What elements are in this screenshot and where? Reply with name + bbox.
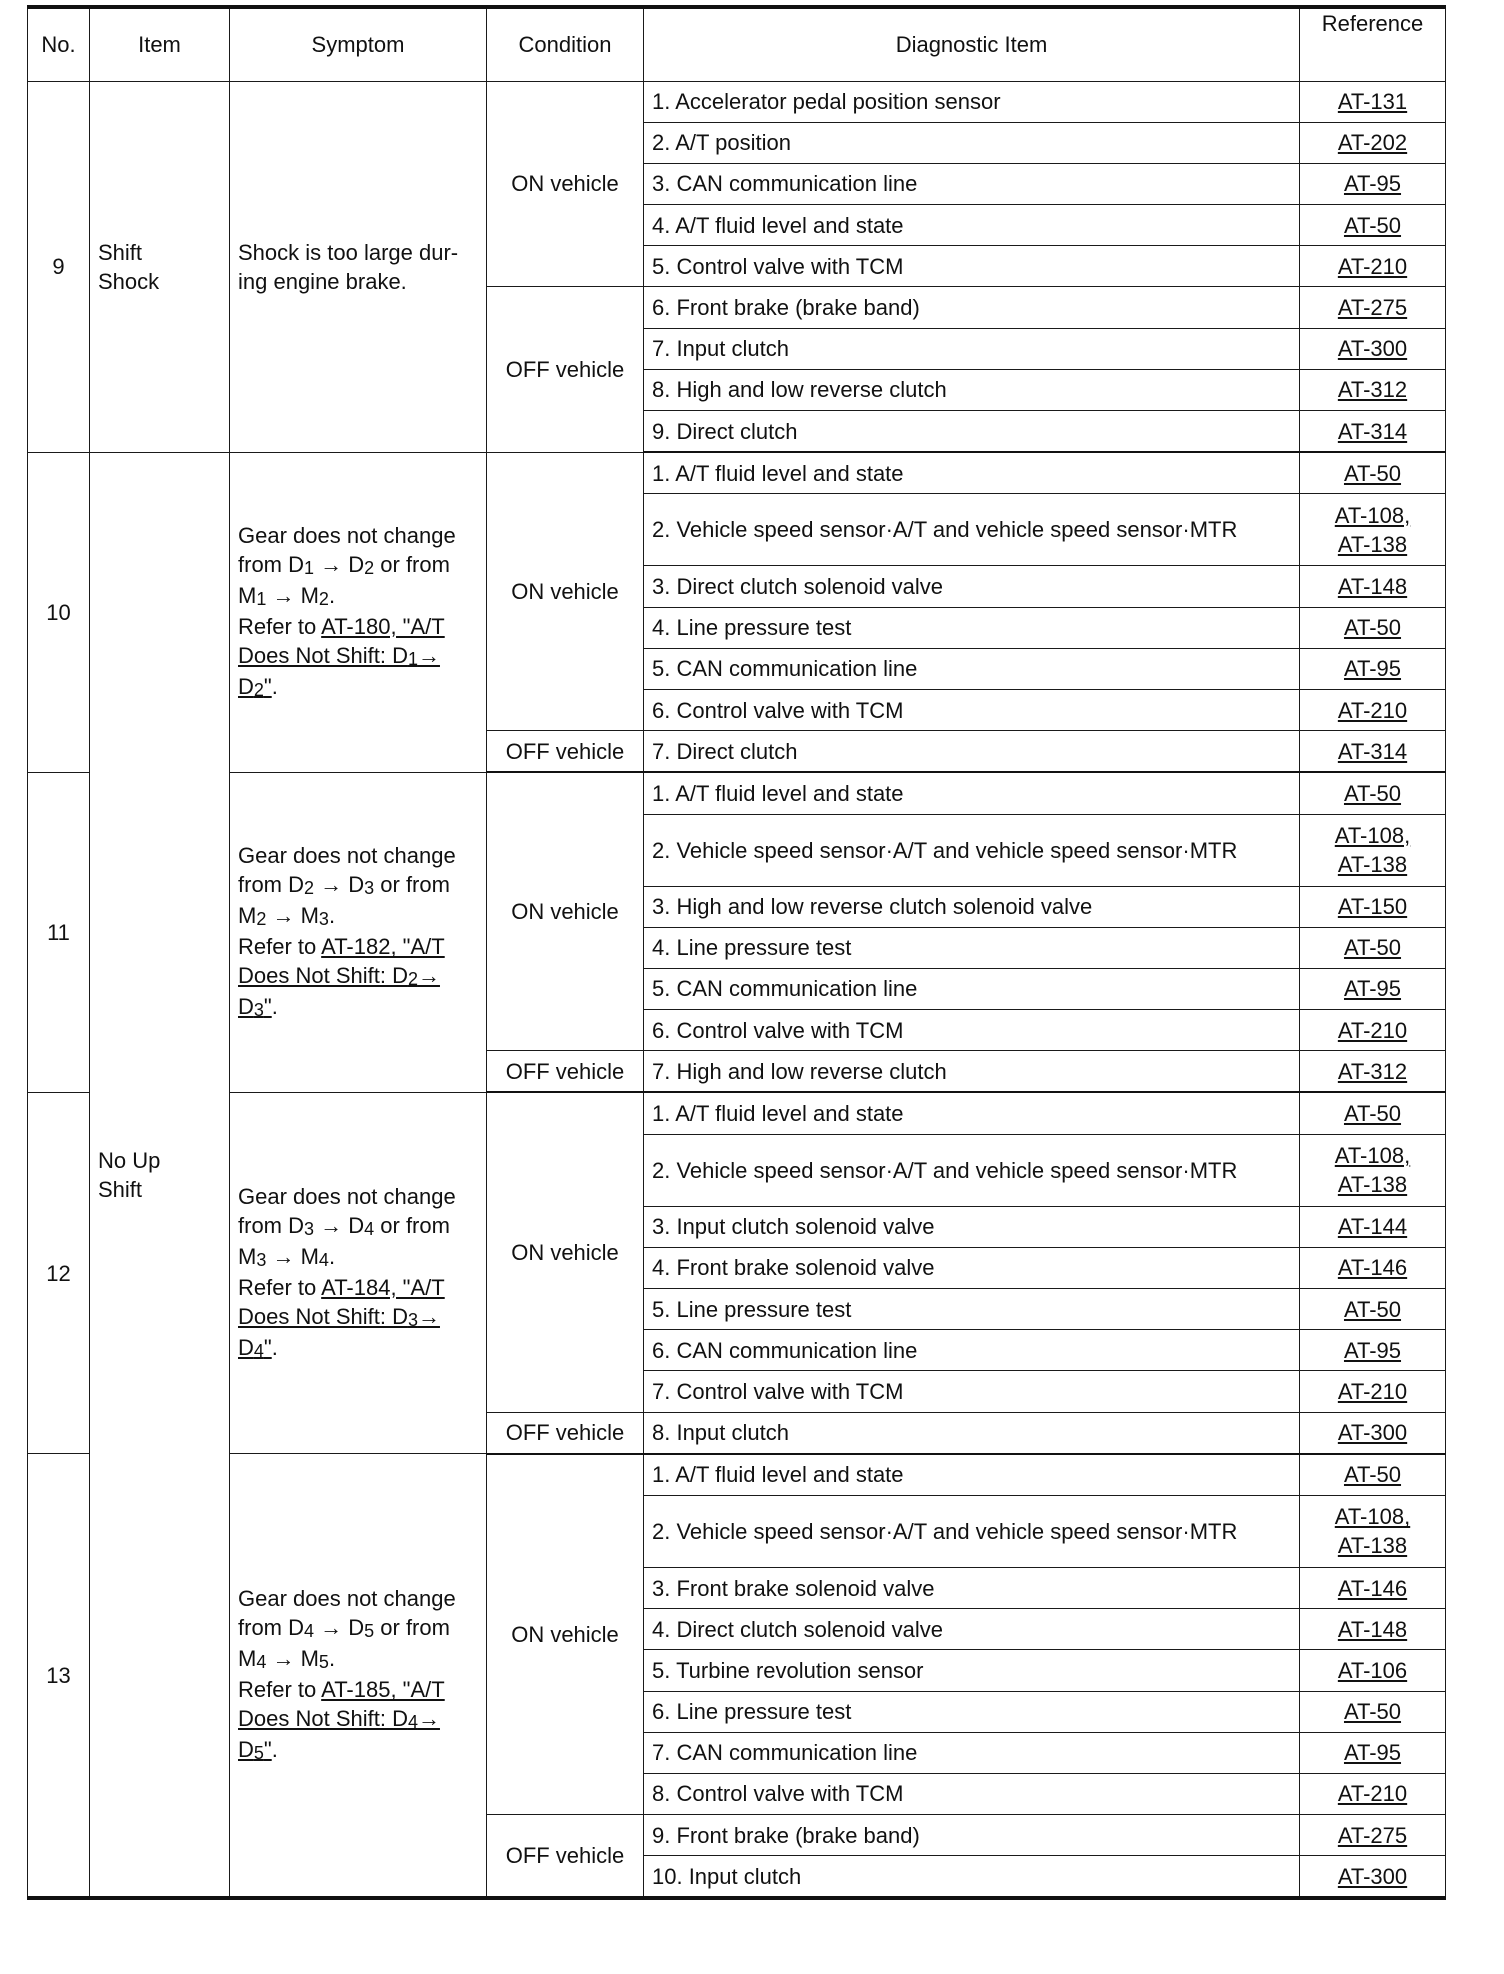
reference-cell	[1300, 1454, 1446, 1496]
symptom-text: Does Not Shift: D	[238, 643, 408, 669]
symptom-text: .	[271, 1737, 278, 1763]
symptom-text: D	[238, 674, 254, 700]
symptom-line	[238, 1273, 478, 1302]
subscript: 3	[304, 1219, 315, 1240]
diagnostic-item: 1. Accelerator pedal position sensor	[644, 81, 1300, 122]
diagnostic-item: 3. Direct clutch solenoid valve	[644, 566, 1300, 607]
symptom-text: or from	[374, 1213, 450, 1239]
subscript: 3	[364, 878, 375, 899]
reference-link[interactable]: AT-138	[1337, 852, 1408, 877]
symptom-line: Shock is too large dur-	[238, 239, 459, 265]
symptom-text: M	[294, 1244, 319, 1270]
symptom-text: D	[238, 1335, 254, 1361]
symptom-text: Refer to	[238, 614, 322, 640]
row-number: 11	[28, 772, 90, 1092]
condition-off: OFF vehicle	[487, 1412, 644, 1454]
reference-link[interactable]: AT-312	[1337, 377, 1408, 403]
symptom-text: Does Not Shift: D	[238, 1706, 408, 1732]
diagnostic-item: 2. A/T position	[644, 122, 1300, 163]
reference-cell	[1300, 494, 1446, 566]
diagnostic-item: 5. Turbine revolution sensor	[644, 1650, 1300, 1691]
diagnostic-item: 7. Control valve with TCM	[644, 1371, 1300, 1412]
reference-cell	[1300, 246, 1446, 287]
table-row	[28, 1454, 1446, 1496]
reference-link[interactable]: AT-95	[1343, 1337, 1402, 1363]
symptom-text: M	[238, 903, 257, 929]
reference-link[interactable]: AT-106	[1337, 1657, 1408, 1683]
reference-cell	[1300, 411, 1446, 453]
reference-link[interactable]: AT-50	[1343, 212, 1402, 238]
symptom-line	[238, 1735, 478, 1766]
symptom-line	[238, 672, 478, 703]
reference-link[interactable]: AT-50	[1343, 1101, 1402, 1127]
symptom-text: M	[238, 583, 257, 609]
subscript: 2	[304, 878, 315, 899]
reference-cell	[1300, 731, 1446, 773]
reference-link[interactable]	[238, 1335, 272, 1360]
diagnostic-item: 5. Line pressure test	[644, 1289, 1300, 1330]
symptom-cell	[230, 772, 487, 1092]
reference-cell	[1300, 772, 1446, 814]
symptom-text: .	[328, 903, 336, 929]
header-reference: Reference	[1300, 7, 1446, 81]
reference-link[interactable]: AT-95	[1343, 1740, 1402, 1766]
subscript: 5	[318, 1652, 329, 1673]
reference-link[interactable]: AT-210	[1337, 1781, 1408, 1807]
header-symptom: Symptom	[230, 7, 487, 81]
diagnosis-table	[27, 5, 1446, 1900]
diagnostic-item: 3. Input clutch solenoid valve	[644, 1206, 1300, 1247]
diagnostic-item: 1. A/T fluid level and state	[644, 772, 1300, 814]
reference-link[interactable]: AT-300	[1337, 1420, 1408, 1446]
arrow-glyph: →	[417, 1706, 440, 1732]
symptom-line	[238, 1333, 478, 1364]
reference-link[interactable]: AT-300	[1337, 336, 1408, 362]
symptom-text: M	[294, 903, 319, 929]
subscript: 4	[304, 1621, 315, 1642]
symptom-text: M	[294, 1646, 319, 1672]
diagnostic-item: 2. Vehicle speed sensor·A/T and vehicle speed sensor·MTR	[644, 814, 1300, 886]
item-line: No Up	[98, 1147, 161, 1173]
reference-cell	[1300, 287, 1446, 328]
symptom-text: Does Not Shift: D	[238, 1304, 408, 1330]
arrow-glyph: →	[272, 583, 295, 609]
symptom-text: or from	[374, 1615, 450, 1641]
diagnostic-item: 7. Input clutch	[644, 328, 1300, 369]
reference-cell	[1300, 814, 1446, 886]
reference-link[interactable]: AT-184, "A/T	[321, 1275, 445, 1301]
subscript: 1	[256, 589, 267, 610]
reference-link[interactable]	[238, 963, 440, 988]
reference-link[interactable]	[238, 994, 272, 1019]
reference-link[interactable]: AT-50	[1343, 780, 1402, 806]
item-line: Shift	[98, 239, 143, 265]
reference-link[interactable]: AT-50	[1343, 1699, 1402, 1725]
reference-cell	[1300, 886, 1446, 927]
reference-cell	[1300, 1412, 1446, 1454]
diagnostic-item: 10. Input clutch	[644, 1856, 1300, 1899]
reference-link[interactable]: AT-182, "A/T	[321, 934, 445, 960]
reference-cell	[1300, 566, 1446, 607]
symptom-line	[238, 1675, 478, 1704]
symptom-text: .	[328, 583, 336, 609]
condition-on: ON vehicle	[487, 1454, 644, 1815]
reference-link[interactable]: AT-138	[1337, 531, 1408, 557]
condition-off: OFF vehicle	[487, 731, 644, 773]
subscript: 1	[304, 558, 315, 579]
condition-off: OFF vehicle	[487, 1815, 644, 1899]
symptom-line	[238, 961, 478, 992]
diagnostic-item: 5. CAN communication line	[644, 968, 1300, 1009]
symptom-text: .	[271, 994, 278, 1020]
condition-off: OFF vehicle	[487, 1051, 644, 1093]
symptom-cell	[230, 1454, 487, 1899]
symptom-text: .	[271, 1335, 278, 1361]
reference-link[interactable]: AT-131	[1337, 89, 1408, 115]
symptom-text: .	[328, 1646, 336, 1672]
subscript: 2	[318, 589, 329, 610]
reference-link[interactable]: AT-146	[1337, 1255, 1408, 1281]
reference-link[interactable]: AT-144	[1337, 1214, 1408, 1240]
symptom-text: or from	[374, 872, 450, 898]
condition-on: ON vehicle	[487, 452, 644, 730]
row-number: 9	[28, 81, 90, 452]
arrow-glyph: →	[320, 552, 343, 578]
arrow-glyph: →	[320, 872, 343, 898]
symptom-text: from D	[238, 1615, 304, 1641]
symptom-line	[238, 641, 478, 672]
reference-link[interactable]: AT-202	[1337, 130, 1408, 156]
subscript: 4	[407, 1712, 418, 1733]
subscript: 5	[253, 1743, 264, 1764]
reference-cell	[1300, 1815, 1446, 1856]
table-row	[28, 772, 1446, 814]
header-row	[28, 7, 1446, 81]
row-number: 13	[28, 1454, 90, 1899]
symptom-line	[238, 612, 478, 641]
reference-cell	[1300, 1330, 1446, 1371]
reference-cell	[1300, 1650, 1446, 1691]
reference-cell	[1300, 452, 1446, 494]
subscript: 5	[364, 1621, 375, 1642]
reference-link[interactable]: AT-210	[1337, 697, 1408, 723]
reference-link[interactable]: AT-314	[1337, 418, 1408, 444]
arrow-glyph: →	[320, 1615, 343, 1641]
reference-cell	[1300, 1609, 1446, 1650]
symptom-line	[238, 932, 478, 961]
reference-link[interactable]: AT-50	[1343, 460, 1402, 486]
reference-cell	[1300, 1134, 1446, 1206]
item-line: Shift	[98, 1176, 143, 1202]
arrow-glyph: →	[417, 1304, 440, 1330]
subscript: 2	[256, 909, 267, 930]
symptom-text: D	[342, 1615, 365, 1641]
reference-link[interactable]: AT-210	[1337, 1378, 1408, 1404]
reference-cell	[1300, 1010, 1446, 1051]
reference-cell	[1300, 1691, 1446, 1732]
diagnostic-item: 6. Line pressure test	[644, 1691, 1300, 1732]
diagnostic-item: 2. Vehicle speed sensor·A/T and vehicle speed sensor·MTR	[644, 494, 1300, 566]
diagnostic-item: 4. Line pressure test	[644, 607, 1300, 648]
diagnostic-item: 2. Vehicle speed sensor·A/T and vehicle speed sensor·MTR	[644, 1495, 1300, 1567]
diagnostic-item: 8. Input clutch	[644, 1412, 1300, 1454]
diagnostic-item: 4. Front brake solenoid valve	[644, 1247, 1300, 1288]
reference-cell	[1300, 369, 1446, 410]
reference-link[interactable]: AT-138	[1337, 1533, 1408, 1559]
symptom-line	[238, 1613, 478, 1644]
row-number: 12	[28, 1092, 90, 1453]
arrow-glyph: →	[272, 903, 295, 929]
diagnostic-item: 7. Direct clutch	[644, 731, 1300, 773]
symptom-text: Refer to	[238, 1275, 322, 1301]
arrow-glyph: →	[417, 643, 440, 669]
subscript: 1	[407, 649, 418, 670]
reference-link[interactable]: AT-275	[1337, 1822, 1408, 1848]
diagnostic-item: 8. High and low reverse clutch	[644, 369, 1300, 410]
condition-off: OFF vehicle	[487, 287, 644, 452]
symptom-text: M	[238, 1646, 257, 1672]
subscript: 4	[318, 1250, 329, 1271]
reference-cell	[1300, 122, 1446, 163]
reference-link[interactable]: AT-108,	[1334, 1143, 1411, 1169]
symptom-text: Refer to	[238, 934, 322, 960]
condition-on: ON vehicle	[487, 772, 644, 1050]
subscript: 3	[407, 1310, 418, 1331]
item-cell	[90, 81, 230, 452]
symptom-line	[238, 901, 478, 932]
condition-on: ON vehicle	[487, 81, 644, 287]
subscript: 3	[256, 1250, 267, 1271]
symptom-text: "	[263, 1737, 272, 1763]
subscript: 2	[253, 680, 264, 701]
symptom-text: from D	[238, 1213, 304, 1239]
reference-link[interactable]	[238, 643, 440, 668]
reference-cell	[1300, 968, 1446, 1009]
diagnostic-item: 9. Front brake (brake band)	[644, 1815, 1300, 1856]
item-cell	[90, 452, 230, 1898]
reference-cell	[1300, 1773, 1446, 1814]
symptom-text: Does Not Shift: D	[238, 963, 408, 989]
reference-link[interactable]	[238, 674, 272, 699]
arrow-glyph: →	[272, 1646, 295, 1672]
reference-cell	[1300, 1371, 1446, 1412]
reference-link[interactable]: AT-138	[1337, 1172, 1408, 1198]
header-condition: Condition	[487, 7, 644, 81]
reference-cell	[1300, 205, 1446, 246]
reference-link[interactable]: AT-50	[1343, 1296, 1402, 1322]
symptom-text: "	[263, 674, 272, 700]
reference-cell	[1300, 1092, 1446, 1134]
subscript: 2	[407, 969, 418, 990]
reference-link[interactable]: AT-148	[1337, 573, 1408, 599]
reference-link[interactable]	[238, 1706, 440, 1731]
symptom-cell	[230, 452, 487, 772]
diagnostic-item: 7. High and low reverse clutch	[644, 1051, 1300, 1093]
symptom-cell	[230, 81, 487, 452]
symptom-line	[238, 550, 478, 581]
reference-cell	[1300, 1051, 1446, 1093]
diagnostic-item: 6. Control valve with TCM	[644, 689, 1300, 730]
diagnostic-item: 6. Control valve with TCM	[644, 1010, 1300, 1051]
symptom-text: .	[271, 674, 278, 700]
symptom-text: M	[238, 1244, 257, 1270]
symptom-line	[238, 870, 478, 901]
table-row	[28, 1092, 1446, 1134]
header-diagnostic-item: Diagnostic Item	[644, 7, 1300, 81]
symptom-text: "	[263, 994, 272, 1020]
reference-cell	[1300, 328, 1446, 369]
reference-cell	[1300, 927, 1446, 968]
reference-link[interactable]: AT-95	[1343, 656, 1402, 682]
subscript: 2	[364, 558, 375, 579]
diagnostic-item: 9. Direct clutch	[644, 411, 1300, 453]
diagnostic-item: 3. High and low reverse clutch solenoid valve	[644, 886, 1300, 927]
reference-link[interactable]	[238, 1737, 272, 1762]
symptom-text: .	[328, 1244, 336, 1270]
symptom-line	[238, 1211, 478, 1242]
symptom-text: from D	[238, 872, 304, 898]
diagnostic-item: 4. Line pressure test	[644, 927, 1300, 968]
diagnostic-item: 4. A/T fluid level and state	[644, 205, 1300, 246]
diagnosis-table-container	[27, 5, 1445, 1900]
reference-link[interactable]: AT-95	[1343, 976, 1402, 1002]
symptom-text: D	[342, 552, 365, 578]
reference-cell	[1300, 1732, 1446, 1773]
reference-cell	[1300, 81, 1446, 122]
reference-link[interactable]: AT-312	[1337, 1058, 1408, 1084]
subscript: 3	[253, 1000, 264, 1021]
symptom-line: Gear does not change	[238, 1184, 456, 1210]
reference-link[interactable]: AT-300	[1337, 1863, 1408, 1889]
symptom-line: Gear does not change	[238, 1586, 456, 1612]
symptom-text: D	[342, 1213, 365, 1239]
arrow-glyph: →	[272, 1244, 295, 1270]
reference-cell	[1300, 689, 1446, 730]
subscript: 3	[318, 909, 329, 930]
reference-cell	[1300, 648, 1446, 689]
row-number: 10	[28, 452, 90, 772]
symptom-line	[238, 992, 478, 1023]
condition-on: ON vehicle	[487, 1092, 644, 1412]
symptom-text: "	[263, 1335, 272, 1361]
symptom-line: Gear does not change	[238, 843, 456, 869]
reference-link[interactable]: AT-314	[1337, 738, 1408, 764]
reference-link[interactable]: AT-210	[1337, 253, 1408, 279]
symptom-line	[238, 1302, 478, 1333]
symptom-text: or from	[374, 552, 450, 578]
symptom-text: D	[238, 994, 254, 1020]
reference-link[interactable]: AT-146	[1337, 1575, 1408, 1601]
reference-cell	[1300, 1856, 1446, 1899]
reference-cell	[1300, 163, 1446, 204]
reference-link[interactable]: AT-108,	[1334, 823, 1411, 848]
diagnostic-item: 5. CAN communication line	[644, 648, 1300, 689]
symptom-text: D	[342, 872, 365, 898]
symptom-line	[238, 581, 478, 612]
subscript: 4	[253, 1341, 264, 1362]
diagnostic-item: 3. Front brake solenoid valve	[644, 1567, 1300, 1608]
reference-link[interactable]	[238, 1304, 440, 1329]
reference-link[interactable]: AT-108,	[1334, 502, 1411, 528]
diagnostic-item: 3. CAN communication line	[644, 163, 1300, 204]
diagnostic-item: 2. Vehicle speed sensor·A/T and vehicle speed sensor·MTR	[644, 1134, 1300, 1206]
reference-cell	[1300, 607, 1446, 648]
symptom-line: ing engine brake.	[238, 268, 407, 294]
reference-cell	[1300, 1289, 1446, 1330]
diagnostic-item: 1. A/T fluid level and state	[644, 1454, 1300, 1496]
symptom-text: Refer to	[238, 1677, 322, 1703]
reference-link[interactable]: AT-50	[1343, 1462, 1402, 1488]
symptom-line	[238, 1242, 478, 1273]
reference-link[interactable]: AT-150	[1337, 894, 1408, 920]
reference-cell	[1300, 1206, 1446, 1247]
diagnostic-item: 8. Control valve with TCM	[644, 1773, 1300, 1814]
table-row	[28, 81, 1446, 122]
item-line: Shock	[98, 268, 160, 294]
symptom-text: M	[294, 583, 319, 609]
header-no: No.	[28, 7, 90, 81]
diagnostic-item: 4. Direct clutch solenoid valve	[644, 1609, 1300, 1650]
reference-link[interactable]: AT-275	[1337, 295, 1408, 321]
arrow-glyph: →	[417, 963, 440, 989]
diagnostic-item: 1. A/T fluid level and state	[644, 452, 1300, 494]
symptom-text: from D	[238, 552, 304, 578]
reference-cell	[1300, 1247, 1446, 1288]
symptom-text: D	[238, 1737, 254, 1763]
table-row	[28, 452, 1446, 494]
reference-link[interactable]: AT-180, "A/T	[321, 614, 445, 640]
header-item: Item	[90, 7, 230, 81]
arrow-glyph: →	[320, 1213, 343, 1239]
reference-link[interactable]: AT-108,	[1334, 1504, 1411, 1530]
subscript: 4	[256, 1652, 267, 1673]
reference-link[interactable]: AT-95	[1343, 171, 1402, 197]
symptom-line	[238, 1704, 478, 1735]
symptom-cell	[230, 1092, 487, 1453]
reference-link[interactable]: AT-148	[1337, 1616, 1408, 1642]
diagnostic-item: 6. Front brake (brake band)	[644, 287, 1300, 328]
subscript: 4	[364, 1219, 375, 1240]
reference-link[interactable]: AT-210	[1337, 1017, 1408, 1043]
diagnostic-item: 1. A/T fluid level and state	[644, 1092, 1300, 1134]
reference-link[interactable]: AT-50	[1343, 615, 1402, 641]
reference-link[interactable]: AT-185, "A/T	[321, 1677, 445, 1703]
diagnostic-item: 5. Control valve with TCM	[644, 246, 1300, 287]
diagnostic-item: 7. CAN communication line	[644, 1732, 1300, 1773]
symptom-line	[238, 1644, 478, 1675]
symptom-line: Gear does not change	[238, 523, 456, 549]
diagnostic-item: 6. CAN communication line	[644, 1330, 1300, 1371]
reference-link[interactable]: AT-50	[1343, 935, 1402, 961]
reference-cell	[1300, 1567, 1446, 1608]
reference-cell	[1300, 1495, 1446, 1567]
